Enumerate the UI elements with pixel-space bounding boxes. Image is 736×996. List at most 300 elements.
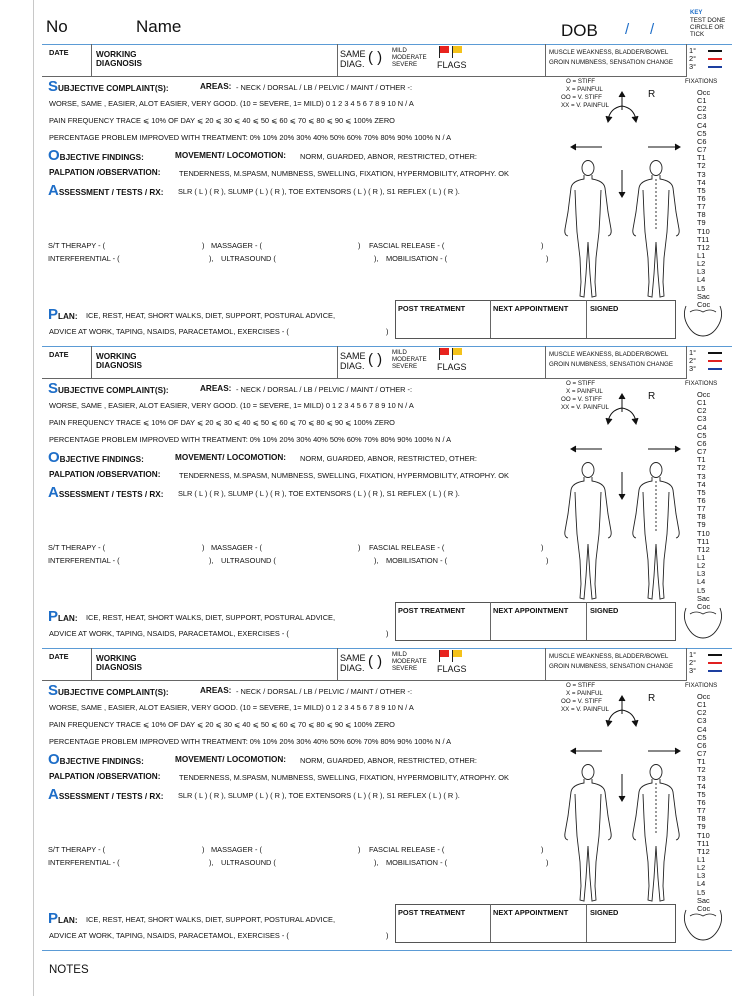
divider (545, 648, 546, 680)
back-body-figure (633, 161, 679, 298)
massager-label[interactable]: MASSAGER - ( (211, 543, 262, 552)
st-therapy-close: ) (202, 241, 205, 250)
severity-severe[interactable]: SEVERE (392, 61, 418, 68)
severity-moderate[interactable]: MODERATE (392, 658, 427, 665)
spinal-level[interactable]: T6 (697, 495, 706, 505)
key-very-stiff: OO = V. STIFF (561, 698, 602, 705)
degree-3-line (708, 66, 722, 68)
post-treatment-label: POST TREATMENT (398, 908, 466, 917)
mobilisation-close: ) (546, 858, 549, 867)
objective-heading: OBJECTIVE FINDINGS: (48, 449, 144, 466)
spinal-level[interactable]: C4 (697, 120, 707, 130)
key-line: TEST DONE (690, 17, 726, 24)
post-treatment-label: POST TREATMENT (398, 304, 466, 313)
fixations-heading: FIXATIONS (685, 380, 718, 387)
plan-heading: PLAN: (48, 910, 78, 927)
spinal-level[interactable]: T2 (697, 463, 706, 473)
plan-options[interactable]: ICE, REST, HEAT, SHORT WALKS, DIET, SUPPORT, POSTURAL ADVICE, (86, 613, 336, 622)
subjective-heading: SUBJECTIVE COMPLAINT(S): (48, 682, 169, 699)
ultrasound-close: ), (374, 858, 379, 867)
front-body-figure (565, 765, 611, 902)
spinal-level[interactable]: Sac (697, 593, 710, 603)
spinal-level[interactable]: L5 (697, 585, 706, 595)
spinal-level[interactable]: C7 (697, 749, 707, 759)
fascial-release-label[interactable]: FASCIAL RELEASE - ( (369, 241, 445, 250)
spinal-level[interactable]: C3 (697, 112, 707, 122)
spinal-level[interactable]: C7 (697, 447, 707, 457)
plan-options[interactable]: ICE, REST, HEAT, SHORT WALKS, DIET, SUPPORT, POSTURAL ADVICE, (86, 311, 336, 320)
spinal-level[interactable]: C3 (697, 414, 707, 424)
next-appointment-label: NEXT APPOINTMENT (493, 606, 569, 615)
spinal-level[interactable]: T3 (697, 471, 706, 481)
yellow-flag-icon (453, 650, 462, 657)
front-body-figure (565, 463, 611, 600)
spinal-level[interactable]: C4 (697, 724, 707, 734)
palpation-label: PALPATION /OBSERVATION: (49, 470, 161, 479)
back-body-figure (633, 765, 679, 902)
spinal-level[interactable]: L4 (697, 577, 706, 587)
spinal-level[interactable]: T11 (697, 234, 710, 244)
mobilisation-close: ) (546, 556, 549, 565)
spinal-level[interactable]: T3 (697, 773, 706, 783)
spinal-level[interactable]: Sac (697, 291, 710, 301)
diagnosis-label: DIAGNOSIS (96, 59, 142, 68)
mobilisation-label[interactable]: MOBILISATION - ( (386, 556, 448, 565)
fixations-heading: FIXATIONS (685, 682, 718, 689)
divider (686, 346, 687, 378)
spinal-level[interactable]: C1 (697, 700, 707, 710)
divider (686, 44, 687, 76)
spinal-level[interactable]: C5 (697, 430, 707, 440)
plan-heading: PLAN: (48, 608, 78, 625)
spinal-level[interactable]: T7 (697, 504, 706, 514)
interferential-label[interactable]: INTERFERENTIAL - ( (48, 556, 120, 565)
spinal-level[interactable]: T12 (697, 544, 710, 554)
palpation-label: PALPATION /OBSERVATION: (49, 772, 161, 781)
spinal-level[interactable]: C1 (697, 398, 707, 408)
spinal-level[interactable]: T3 (697, 169, 706, 179)
spinal-level[interactable]: L5 (697, 283, 706, 293)
date-label: DATE (49, 350, 69, 359)
spinal-level[interactable]: T11 (697, 536, 710, 546)
notes-top-rule (42, 950, 732, 951)
key-very-painful: XX = V. PAINFUL (561, 706, 609, 713)
plan-options[interactable]: ADVICE AT WORK, TAPING, NSAIDS, PARACETAMOL, EXERCISES - ( (49, 327, 289, 336)
spinal-level[interactable]: L3 (697, 267, 706, 277)
spinal-level[interactable]: L3 (697, 871, 706, 881)
key-stiff: O = STIFF (566, 380, 596, 387)
severity-moderate[interactable]: MODERATE (392, 356, 427, 363)
degree-3-line (708, 368, 722, 370)
severity-moderate[interactable]: MODERATE (392, 54, 427, 61)
divider (545, 44, 546, 76)
sacrum-coccyx-icon (680, 601, 726, 640)
assessment-tests[interactable]: SLR ( L ) ( R ), SLUMP ( L ) ( R ), TOE EXTENSORS ( L ) ( R ), S1 REFLEX ( L ) ( R ). (178, 791, 460, 800)
spinal-level[interactable]: Coc (697, 601, 711, 611)
spinal-level[interactable]: L4 (697, 275, 706, 285)
plan-close: ) (386, 629, 389, 638)
improvement-scale[interactable]: PERCENTAGE PROBLEM IMPROVED WITH TREATMENT: 0% 10% 20% 30% 40% 50% 60% 70% 80% 90% 100% N / A (49, 737, 452, 746)
assessment-tests[interactable]: SLR ( L ) ( R ), SLUMP ( L ) ( R ), TOE EXTENSORS ( L ) ( R ), S1 REFLEX ( L ) ( R ). (178, 489, 460, 498)
fascial-release-close: ) (541, 543, 544, 552)
spinal-level[interactable]: Occ (697, 390, 711, 399)
spinal-level[interactable]: L2 (697, 259, 706, 269)
st-therapy-label[interactable]: S/T THERAPY - ( (48, 241, 106, 250)
st-therapy-label[interactable]: S/T THERAPY - ( (48, 845, 106, 854)
divider (545, 346, 546, 378)
spinal-level[interactable]: C7 (697, 145, 707, 155)
red-flag-symptoms: GROIN NUMBNESS, SENSATION CHANGE (549, 663, 673, 670)
key-very-painful: XX = V. PAINFUL (561, 102, 609, 109)
assessment-heading: ASSESSMENT / TESTS / RX: (48, 786, 164, 803)
palpation-options[interactable]: TENDERNESS, M.SPASM, NUMBNESS, SWELLING, FIXATION, HYPERMOBILITY, ATROPHY. OK (179, 773, 509, 782)
divider (42, 680, 687, 681)
mobilisation-close: ) (546, 254, 549, 263)
severity-mild[interactable]: MILD (392, 651, 407, 658)
spinal-level[interactable]: C2 (697, 104, 707, 114)
block-top-rule (42, 44, 732, 45)
key-painful: X = PAINFUL (566, 690, 603, 697)
degree-3: 3° (689, 364, 697, 373)
signed-label: SIGNED (590, 908, 619, 917)
degree-2-line (708, 360, 722, 362)
spinal-level[interactable]: T2 (697, 765, 706, 775)
degree-1: 1° (689, 46, 697, 55)
areas-options[interactable]: - NECK / DORSAL / LB / PELVIC / MAINT / OTHER -: (236, 687, 413, 696)
spinal-level[interactable]: C5 (697, 732, 707, 742)
degree-1-line (708, 654, 722, 656)
divider (686, 648, 687, 680)
date-label: DATE (49, 652, 69, 661)
spinal-level[interactable]: T10 (697, 830, 710, 840)
spinal-level[interactable]: Coc (697, 299, 711, 309)
red-flag-icon (440, 46, 449, 53)
plan-options[interactable]: ICE, REST, HEAT, SHORT WALKS, DIET, SUPPORT, POSTURAL ADVICE, (86, 915, 336, 924)
ultrasound-close: ), (374, 556, 379, 565)
spinal-level[interactable]: T10 (697, 528, 710, 538)
spinal-level[interactable]: Occ (697, 88, 711, 97)
areas-label: AREAS: (200, 384, 232, 393)
spinal-level[interactable]: T10 (697, 226, 710, 236)
degree-1-line (708, 352, 722, 354)
dob-separator: / (650, 21, 655, 38)
working-label: WORKING (96, 654, 137, 663)
yellow-flag-icon (453, 348, 462, 355)
red-flag-symptoms: MUSCLE WEAKNESS, BLADDER/BOWEL (549, 653, 669, 660)
degree-1: 1° (689, 348, 697, 357)
key-very-stiff: OO = V. STIFF (561, 94, 602, 101)
spinal-level[interactable]: T9 (697, 520, 706, 530)
divider (91, 346, 92, 378)
spinal-level[interactable]: T4 (697, 781, 706, 791)
assessment-tests[interactable]: SLR ( L ) ( R ), SLUMP ( L ) ( R ), TOE EXTENSORS ( L ) ( R ), S1 REFLEX ( L ) ( R ). (178, 187, 460, 196)
fascial-release-label[interactable]: FASCIAL RELEASE - ( (369, 543, 445, 552)
working-label: WORKING (96, 352, 137, 361)
spinal-level[interactable]: T9 (697, 218, 706, 228)
fascial-release-close: ) (541, 845, 544, 854)
ultrasound-label[interactable]: ULTRASOUND ( (221, 556, 276, 565)
diag-label: DIAG. (340, 59, 365, 69)
spinal-level[interactable]: C6 (697, 438, 707, 448)
key-line: TICK (690, 31, 705, 38)
fixations-heading: FIXATIONS (685, 78, 718, 85)
pain-frequency-scale[interactable]: PAIN FREQUENCY TRACE ⩽ 10% OF DAY ⩽ 20 ⩽ 30 ⩽ 40 ⩽ 50 ⩽ 60 ⩽ 70 ⩽ 80 ⩽ 90 ⩽ 100% ZERO (49, 418, 395, 427)
interferential-label[interactable]: INTERFERENTIAL - ( (48, 858, 120, 867)
key-painful: X = PAINFUL (566, 388, 603, 395)
mobilisation-label[interactable]: MOBILISATION - ( (386, 254, 448, 263)
palpation-options[interactable]: TENDERNESS, M.SPASM, NUMBNESS, SWELLING, FIXATION, HYPERMOBILITY, ATROPHY. OK (179, 169, 509, 178)
severity-severe[interactable]: SEVERE (392, 363, 418, 370)
degree-3-line (708, 670, 722, 672)
st-therapy-label[interactable]: S/T THERAPY - ( (48, 543, 106, 552)
objective-heading: OBJECTIVE FINDINGS: (48, 751, 144, 768)
right-side-label: R (648, 693, 656, 704)
next-appointment-label: NEXT APPOINTMENT (493, 304, 569, 313)
spinal-level[interactable]: Sac (697, 895, 710, 905)
plan-options[interactable]: ADVICE AT WORK, TAPING, NSAIDS, PARACETAMOL, EXERCISES - ( (49, 931, 289, 940)
spinal-level[interactable]: L1 (697, 251, 706, 260)
red-flag-icon (440, 650, 449, 657)
divider (337, 44, 338, 76)
massager-close: ) (358, 845, 361, 854)
objective-heading: OBJECTIVE FINDINGS: (48, 147, 144, 164)
spinal-level[interactable]: T7 (697, 202, 706, 212)
movement-options[interactable]: NORM, GUARDED, ABNOR, RESTRICTED, OTHER: (300, 152, 477, 161)
yellow-flag-icon (453, 46, 462, 53)
degree-2: 2° (689, 54, 697, 63)
spinal-level[interactable]: T1 (697, 455, 706, 465)
front-body-figure (565, 161, 611, 298)
divider (42, 76, 687, 77)
spinal-level[interactable]: L2 (697, 863, 706, 873)
same-diag-checkbox[interactable]: ( ) (368, 653, 383, 670)
number-label: No (46, 17, 68, 36)
key-stiff: O = STIFF (566, 78, 596, 85)
assessment-heading: ASSESSMENT / TESTS / RX: (48, 182, 164, 199)
same-label: SAME (340, 49, 366, 59)
fascial-release-label[interactable]: FASCIAL RELEASE - ( (369, 845, 445, 854)
spinal-level[interactable]: C2 (697, 708, 707, 718)
sacrum-coccyx-icon (680, 299, 726, 338)
plan-options[interactable]: ADVICE AT WORK, TAPING, NSAIDS, PARACETAMOL, EXERCISES - ( (49, 629, 289, 638)
diagnosis-label: DIAGNOSIS (96, 361, 142, 370)
st-therapy-close: ) (202, 543, 205, 552)
spinal-level[interactable]: C3 (697, 716, 707, 726)
same-label: SAME (340, 351, 366, 361)
diag-label: DIAG. (340, 361, 365, 371)
spinal-level[interactable]: T5 (697, 487, 706, 497)
diagnosis-label: DIAGNOSIS (96, 663, 142, 672)
key-line: CIRCLE OR (690, 24, 724, 31)
dob-separator: / (625, 21, 630, 38)
key-very-stiff: OO = V. STIFF (561, 396, 602, 403)
divider (490, 300, 491, 338)
pain-frequency-scale[interactable]: PAIN FREQUENCY TRACE ⩽ 10% OF DAY ⩽ 20 ⩽ 30 ⩽ 40 ⩽ 50 ⩽ 60 ⩽ 70 ⩽ 80 ⩽ 90 ⩽ 100% ZERO (49, 720, 395, 729)
severity-severe[interactable]: SEVERE (392, 665, 418, 672)
body-chart[interactable] (544, 384, 684, 634)
spinal-level[interactable]: Occ (697, 692, 711, 701)
red-flag-symptoms: MUSCLE WEAKNESS, BLADDER/BOWEL (549, 351, 669, 358)
spinal-level[interactable]: L1 (697, 553, 706, 562)
notes-label: NOTES (49, 964, 89, 976)
plan-close: ) (386, 327, 389, 336)
red-flag-symptoms: MUSCLE WEAKNESS, BLADDER/BOWEL (549, 49, 669, 56)
block-top-rule (42, 648, 732, 649)
interferential-close: ), (209, 858, 214, 867)
spinal-level[interactable]: T4 (697, 177, 706, 187)
interferential-close: ), (209, 254, 214, 263)
spinal-level[interactable]: T12 (697, 846, 710, 856)
interferential-label[interactable]: INTERFERENTIAL - ( (48, 254, 120, 263)
spinal-level[interactable]: C6 (697, 740, 707, 750)
spinal-level[interactable]: T2 (697, 161, 706, 171)
severity-scale[interactable]: WORSE, SAME , EASIER, ALOT EASIER, VERY GOOD. (10 = SEVERE, 1= MILD) 0 1 2 3 4 5 6 7 8 9 10 N / A (49, 703, 414, 712)
back-body-figure (633, 463, 679, 600)
next-appointment-label: NEXT APPOINTMENT (493, 908, 569, 917)
palpation-label: PALPATION /OBSERVATION: (49, 168, 161, 177)
degree-2: 2° (689, 356, 697, 365)
movement-label: MOVEMENT/ LOCOMOTION: (175, 453, 286, 462)
pain-frequency-scale[interactable]: PAIN FREQUENCY TRACE ⩽ 10% OF DAY ⩽ 20 ⩽ 30 ⩽ 40 ⩽ 50 ⩽ 60 ⩽ 70 ⩽ 80 ⩽ 90 ⩽ 100% ZERO (49, 116, 395, 125)
divider (42, 378, 687, 379)
degree-2-line (708, 662, 722, 664)
areas-label: AREAS: (200, 82, 232, 91)
degree-2-line (708, 58, 722, 60)
spinal-level[interactable]: T5 (697, 789, 706, 799)
date-label: DATE (49, 48, 69, 57)
signed-label: SIGNED (590, 606, 619, 615)
areas-options[interactable]: - NECK / DORSAL / LB / PELVIC / MAINT / OTHER -: (236, 83, 413, 92)
fascial-release-close: ) (541, 241, 544, 250)
degree-1-line (708, 50, 722, 52)
dob-label: DOB (561, 21, 598, 40)
plan-close: ) (386, 931, 389, 940)
sacrum-coccyx-icon (680, 903, 726, 942)
spinal-level[interactable]: T1 (697, 757, 706, 767)
same-label: SAME (340, 653, 366, 663)
degree-2: 2° (689, 658, 697, 667)
divider (91, 648, 92, 680)
degree-3: 3° (689, 62, 697, 71)
ultrasound-label[interactable]: ULTRASOUND ( (221, 254, 276, 263)
spinal-level[interactable]: T9 (697, 822, 706, 832)
key-stiff: O = STIFF (566, 682, 596, 689)
degree-1: 1° (689, 650, 697, 659)
spinal-level[interactable]: C1 (697, 96, 707, 106)
red-flag-icon (440, 348, 449, 355)
massager-close: ) (358, 543, 361, 552)
movement-label: MOVEMENT/ LOCOMOTION: (175, 151, 286, 160)
assessment-form-page (33, 0, 734, 996)
severity-scale[interactable]: WORSE, SAME , EASIER, ALOT EASIER, VERY GOOD. (10 = SEVERE, 1= MILD) 0 1 2 3 4 5 6 7 8 9 10 N / A (49, 401, 414, 410)
spinal-level[interactable]: L2 (697, 561, 706, 571)
spinal-level[interactable]: L1 (697, 855, 706, 864)
subjective-heading: SUBJECTIVE COMPLAINT(S): (48, 380, 169, 397)
ultrasound-close: ), (374, 254, 379, 263)
massager-label[interactable]: MASSAGER - ( (211, 845, 262, 854)
spinal-level[interactable]: Coc (697, 903, 711, 913)
spinal-level[interactable]: T11 (697, 838, 710, 848)
spinal-level[interactable]: C5 (697, 128, 707, 138)
flags-label: FLAGS (437, 60, 467, 70)
movement-label: MOVEMENT/ LOCOMOTION: (175, 755, 286, 764)
areas-options[interactable]: - NECK / DORSAL / LB / PELVIC / MAINT / OTHER -: (236, 385, 413, 394)
movement-options[interactable]: NORM, GUARDED, ABNOR, RESTRICTED, OTHER: (300, 454, 477, 463)
spinal-level[interactable]: T12 (697, 242, 710, 252)
degree-3: 3° (689, 666, 697, 675)
improvement-scale[interactable]: PERCENTAGE PROBLEM IMPROVED WITH TREATMENT: 0% 10% 20% 30% 40% 50% 60% 70% 80% 90% 100% N / A (49, 133, 452, 142)
red-flag-symptoms: GROIN NUMBNESS, SENSATION CHANGE (549, 361, 673, 368)
palpation-options[interactable]: TENDERNESS, M.SPASM, NUMBNESS, SWELLING, FIXATION, HYPERMOBILITY, ATROPHY. OK (179, 471, 509, 480)
signed-label: SIGNED (590, 304, 619, 313)
divider (490, 904, 491, 942)
mobilisation-label[interactable]: MOBILISATION - ( (386, 858, 448, 867)
same-diag-checkbox[interactable]: ( ) (368, 49, 383, 66)
spinal-level[interactable]: C2 (697, 406, 707, 416)
red-flag-symptoms: GROIN NUMBNESS, SENSATION CHANGE (549, 59, 673, 66)
working-label: WORKING (96, 50, 137, 59)
diag-label: DIAG. (340, 663, 365, 673)
spinal-level[interactable]: T7 (697, 806, 706, 816)
key-title: KEY (690, 10, 703, 16)
body-chart[interactable] (544, 82, 684, 332)
post-treatment-label: POST TREATMENT (398, 606, 466, 615)
spinal-level[interactable]: T8 (697, 210, 706, 220)
subjective-heading: SUBJECTIVE COMPLAINT(S): (48, 78, 169, 95)
plan-heading: PLAN: (48, 306, 78, 323)
key-very-painful: XX = V. PAINFUL (561, 404, 609, 411)
key-painful: X = PAINFUL (566, 86, 603, 93)
divider (337, 346, 338, 378)
areas-label: AREAS: (200, 686, 232, 695)
flags-label: FLAGS (437, 362, 467, 372)
spinal-level[interactable]: T5 (697, 185, 706, 195)
severity-mild[interactable]: MILD (392, 47, 407, 54)
spinal-level[interactable]: T6 (697, 797, 706, 807)
massager-label[interactable]: MASSAGER - ( (211, 241, 262, 250)
divider (490, 602, 491, 640)
movement-options[interactable]: NORM, GUARDED, ABNOR, RESTRICTED, OTHER: (300, 756, 477, 765)
same-diag-checkbox[interactable]: ( ) (368, 351, 383, 368)
spinal-level[interactable]: T1 (697, 153, 706, 163)
spinal-level[interactable]: T4 (697, 479, 706, 489)
right-side-label: R (648, 89, 656, 100)
divider (337, 648, 338, 680)
right-side-label: R (648, 391, 656, 402)
ultrasound-label[interactable]: ULTRASOUND ( (221, 858, 276, 867)
improvement-scale[interactable]: PERCENTAGE PROBLEM IMPROVED WITH TREATMENT: 0% 10% 20% 30% 40% 50% 60% 70% 80% 90% 100% N / A (49, 435, 452, 444)
spinal-level[interactable]: C4 (697, 422, 707, 432)
spinal-level[interactable]: C6 (697, 136, 707, 146)
spinal-level[interactable]: T8 (697, 814, 706, 824)
spinal-level[interactable]: T8 (697, 512, 706, 522)
st-therapy-close: ) (202, 845, 205, 854)
body-chart[interactable] (544, 686, 684, 936)
assessment-heading: ASSESSMENT / TESTS / RX: (48, 484, 164, 501)
severity-mild[interactable]: MILD (392, 349, 407, 356)
flags-label: FLAGS (437, 664, 467, 674)
interferential-close: ), (209, 556, 214, 565)
spinal-level[interactable]: L4 (697, 879, 706, 889)
spinal-level[interactable]: T6 (697, 193, 706, 203)
divider (91, 44, 92, 76)
block-top-rule (42, 346, 732, 347)
massager-close: ) (358, 241, 361, 250)
severity-scale[interactable]: WORSE, SAME , EASIER, ALOT EASIER, VERY GOOD. (10 = SEVERE, 1= MILD) 0 1 2 3 4 5 6 7 8 9 10 N / A (49, 99, 414, 108)
spinal-level[interactable]: L5 (697, 887, 706, 897)
spinal-level[interactable]: L3 (697, 569, 706, 579)
name-label: Name (136, 17, 182, 36)
